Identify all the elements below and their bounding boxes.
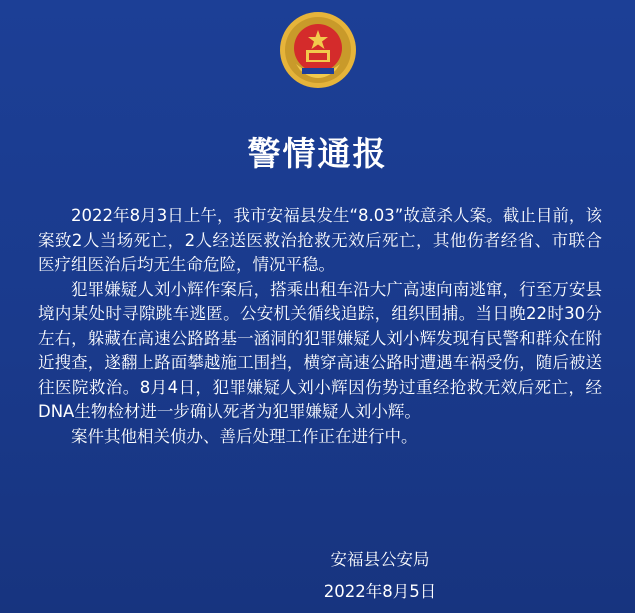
notice-paragraph: 犯罪嫌疑人刘小辉作案后，搭乘出租车沿大广高速向南逃窜，行至万安县境内某处时寻隙跳车逃匿。公安机关循线追踪，组织围捕。当日晚22时30分左右，躲藏在高速公路路基一涵洞的犯罪嫌疑人刘小辉发现有民警和群众在附近搜查，遂翻上路面攀越施工围挡，横穿高速公路时遭遇车祸受伤，随后被送往医院救治。8月4日，犯罪嫌疑人刘小辉因伤势过重经抢救无效后死亡，经DNA生物检材进一步确认死者为犯罪嫌疑人刘小辉。 — [38, 279, 602, 421]
issuer-signature: 安福县公安局 — [330, 550, 430, 569]
issue-date: 2022年8月5日 — [323, 582, 437, 601]
notice-body — [38, 204, 602, 449]
notice-title: 警情通报 — [247, 134, 388, 173]
police-emblem-icon — [276, 8, 360, 92]
notice-paragraph: 案件其他相关侦办、善后处理工作正在进行中。 — [71, 426, 418, 446]
notice-paragraph: 2022年8月3日上午，我市安福县发生“8.03”故意杀人案。截止目前，该案致2人当场死亡，2人经送医救治抢救无效后死亡，其他伤者经省、市联合医疗组医治后均无生命危险，情况平稳。 — [38, 206, 602, 274]
